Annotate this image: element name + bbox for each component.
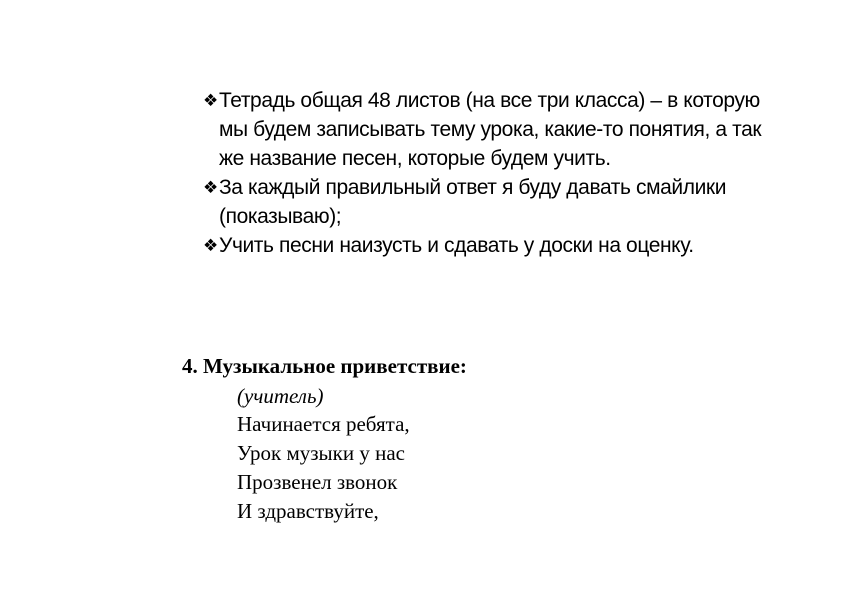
bullet-item <box>203 86 763 173</box>
bullet-list <box>203 86 763 260</box>
bullet-text: Учить песни наизусть и сдавать у доски на оценку. <box>219 234 694 257</box>
poem-line: Начинается ребята, <box>237 412 410 436</box>
poem-line: Прозвенел звонок <box>237 470 398 494</box>
speaker-role: (учитель) <box>237 384 324 408</box>
bullet-text: Тетрадь общая 48 листов (на все три класса) – в которую мы будем записывать тему урока, какие-то понятия, а так же название песен, которые будем учить. <box>219 89 762 170</box>
diamond-bullet-icon: ❖ <box>203 236 218 255</box>
bullet-item <box>203 173 763 231</box>
poem-line: И здравствуйте, <box>237 499 379 523</box>
bullet-item <box>203 231 763 260</box>
section-heading: 4. Музыкальное приветствие: <box>182 354 467 378</box>
diamond-bullet-icon: ❖ <box>203 178 218 197</box>
diamond-bullet-icon: ❖ <box>203 91 218 110</box>
bullet-text: За каждый правильный ответ я буду давать смайлики (показываю); <box>219 176 727 228</box>
poem-block <box>237 382 410 526</box>
poem-line: Урок музыки у нас <box>237 441 405 465</box>
